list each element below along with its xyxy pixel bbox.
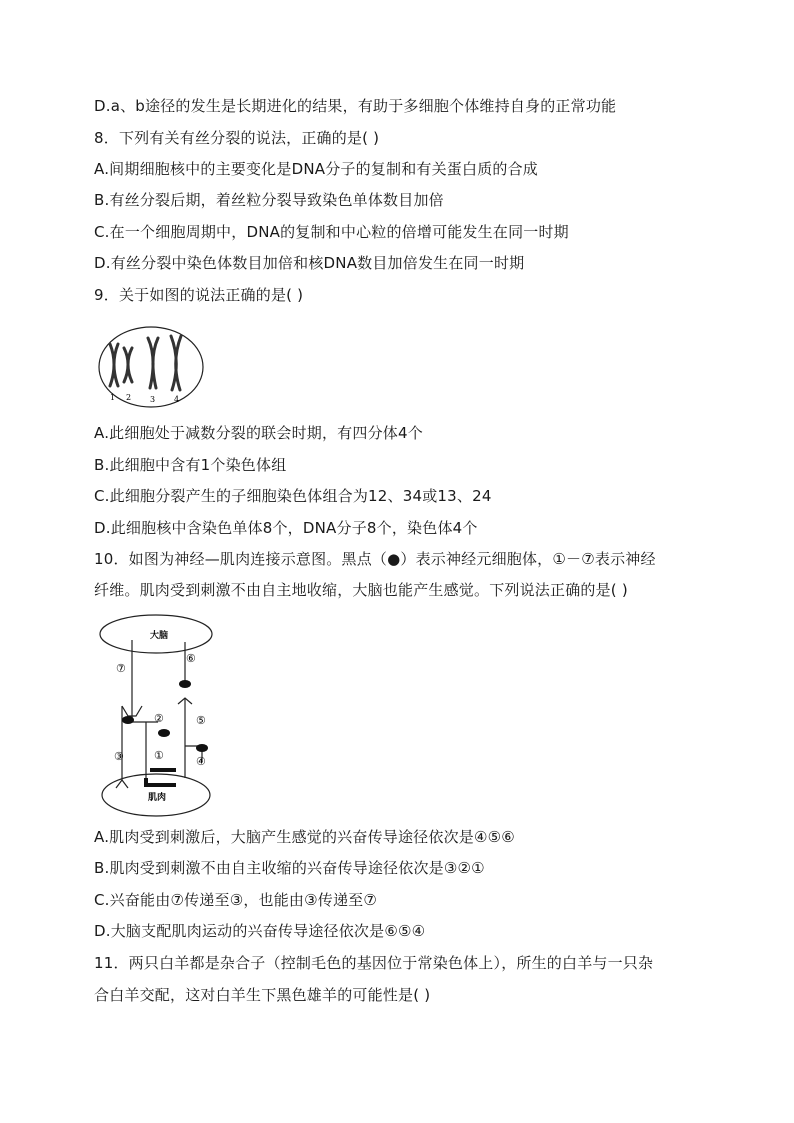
cell-body [179,680,191,688]
brain-label: 大脑 [150,631,169,641]
fiber-label-2: ② [154,712,164,725]
option-line: C.此细胞分裂产生的子细胞染色体组合为12、34或13、24 [94,487,492,505]
cell-body [196,744,208,752]
option-line: D.此细胞核中含染色单体8个，DNA分子8个，染色体4个 [94,519,478,537]
question-10-stem: 10．如图为神经—肌肉连接示意图。黑点（●）表示神经元细胞体，①－⑦表示神经 [94,550,656,568]
cell-chromosome-figure [96,324,206,410]
chromosome-4 [171,336,181,390]
fiber-label-6: ⑥ [186,652,196,665]
option-line: B.有丝分裂后期，着丝粒分裂导致染色单体数目加倍 [94,191,444,209]
fiber-label-1: ① [154,749,164,762]
motor-end-plate [146,778,176,785]
question-11-stem-cont: 合白羊交配，这对白羊生下黑色雄羊的可能性是( ) [94,986,431,1004]
cell-body [158,729,170,737]
question-10-stem-cont: 纤维。肌肉受到刺激不由自主地收缩，大脑也能产生感觉。下列说法正确的是( ) [94,581,628,599]
option-line: B.肌肉受到刺激不由自主收缩的兴奋传导途径依次是③②① [94,859,485,877]
option-line: D.大脑支配肌肉运动的兴奋传导途径依次是⑥⑤④ [94,922,426,940]
option-line: A.此细胞处于减数分裂的联会时期，有四分体4个 [94,424,423,442]
option-line: A.肌肉受到刺激后，大脑产生感觉的兴奋传导途径依次是④⑤⑥ [94,828,515,846]
chromosome-1 [110,344,118,386]
option-line: B.此细胞中含有1个染色体组 [94,456,287,474]
option-line: A.间期细胞核中的主要变化是DNA分子的复制和有关蛋白质的合成 [94,160,539,178]
nerve-muscle-figure [98,612,218,818]
chromosome-label: 2 [126,393,132,402]
chromosome-3 [148,338,158,388]
muscle-label: 肌肉 [148,793,167,803]
question-8-stem: 8．下列有关有丝分裂的说法，正确的是( ) [94,129,380,147]
fiber-label-7: ⑦ [116,662,126,675]
text-line: D.a、b途径的发生是长期进化的结果，有助于多细胞个体维持自身的正常功能 [94,97,617,115]
chromosome-2 [124,348,132,382]
fiber-label-4: ④ [196,755,206,768]
option-line: C.在一个细胞周期中，DNA的复制和中心粒的倍增可能发生在同一时期 [94,223,569,241]
cell-body [122,716,134,724]
chromosome-label: 4 [174,395,180,404]
question-11-stem: 11．两只白羊都是杂合子（控制毛色的基因位于常染色体上），所生的白羊与一只杂 [94,954,654,972]
chromosome-label: 3 [150,395,156,404]
option-line: C.兴奋能由⑦传递至③，也能由③传递至⑦ [94,891,378,909]
option-line: D.有丝分裂中染色体数目加倍和核DNA数目加倍发生在同一时期 [94,254,525,272]
question-9-stem: 9．关于如图的说法正确的是( ) [94,286,304,304]
chromosome-label: 1 [110,393,116,402]
fiber-label-3: ③ [114,750,124,763]
fiber-label-5: ⑤ [196,714,206,727]
